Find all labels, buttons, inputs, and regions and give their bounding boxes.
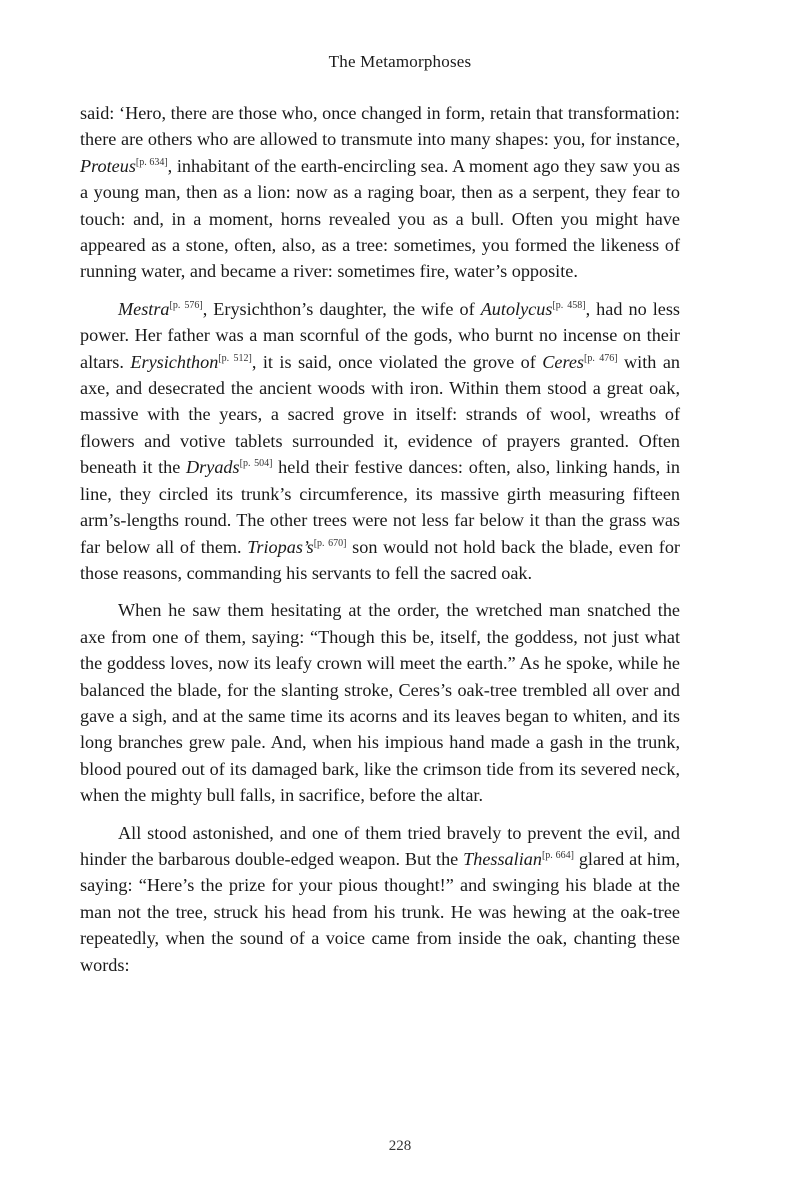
proper-name: Triopas’s (247, 536, 314, 557)
page-reference: [p. 576] (169, 299, 203, 311)
paragraph (80, 597, 680, 808)
proper-name: Proteus (80, 155, 136, 176)
paragraph (80, 820, 680, 978)
paragraph (80, 296, 680, 586)
paragraph (80, 100, 680, 285)
page-reference: [p. 664] (541, 849, 574, 861)
proper-name: Ceres (542, 351, 585, 372)
text-run: , Erysichthon’s daughter, the wife of (202, 298, 481, 319)
proper-name: Thessalian (463, 848, 542, 869)
page-number: 228 (388, 1138, 412, 1154)
page-reference: [p. 670] (313, 537, 347, 549)
text-run: glared at him, saying: “Here’s the prize for your pious thought!” and swinging his blade at the man not the tree, struck his head from his trunk. He was hewing at the oak-tree repeatedly, when the sound of a voice came from inside the oak, chanting these words: (80, 848, 680, 975)
body-text (80, 100, 680, 989)
text-run: , had no less power. Her father was a man scornful of the gods, who burnt no incense on their altars. (80, 298, 681, 372)
text-run: with an axe, and desecrated the ancient woods with iron. Within them stood a great oak, massive with the years, a sacred grove in itself: strands of wool, wreaths of flowers and votive tablets surrounded it, evidence of prayers granted. Often beneath it the (80, 351, 680, 478)
text-run: son would not hold back the blade, even for those reasons, commanding his servants to fell the sacred oak. (80, 536, 680, 583)
proper-name: Dryads (186, 457, 240, 478)
running-header: The Metamorphoses (328, 52, 472, 71)
page-reference: [p. 476] (584, 352, 618, 364)
page-reference: [p. 458] (552, 299, 586, 311)
page-reference: [p. 512] (218, 352, 252, 364)
proper-name: Mestra (118, 298, 170, 319)
proper-name: Autolycus (480, 298, 553, 319)
page-reference: [p. 504] (239, 458, 273, 470)
text-run: , inhabitant of the earth-encircling sea. A moment ago they saw you as a young man, then as a lion: now as a raging boar, then as a serpent, they fear to touch: and, in a moment, horns revealed you as a bull. Often you might have appeared as a stone, often, also, as a tree: sometimes, you formed the likeness of running water, and became a river: sometimes fire, water’s opposite. (80, 155, 680, 282)
page-reference: [p. 634] (135, 156, 168, 168)
text-run: held their festive dances: often, also, linking hands, in line, they circled its trunk’s circumference, its massive girth measuring fifteen arm’s-lengths round. The other trees were not less far below it than the grass was far below all of them. (80, 457, 680, 557)
proper-name: Erysichthon (130, 351, 219, 372)
text-run: said: ‘Hero, there are those who, once changed in form, retain that transformation: there are others who are allowed to transmute into many shapes: you, for instance, (80, 103, 680, 150)
text-run: All stood astonished, and one of them tried bravely to prevent the evil, and hinder the barbarous double-edged weapon. But the (80, 822, 680, 869)
text-run: When he saw them hesitating at the order, the wretched man snatched the axe from one of them, saying: “Though this be, itself, the goddess, not just what the goddess loves, now its leafy crown will meet the earth.” As he spoke, while he balanced the blade, for the slanting stroke, Ceres’s oak-tree trembled all over and gave a sigh, and at the same time its acorns and its leaves began to whiten, and its long branches grew pale. And, when his impious hand made a gash in the trunk, blood poured out of its damaged bark, like the crimson tide from its severed neck, when the mighty bull falls, in sacrifice, before the altar. (80, 600, 680, 806)
text-run: , it is said, once violated the grove of (251, 351, 543, 372)
